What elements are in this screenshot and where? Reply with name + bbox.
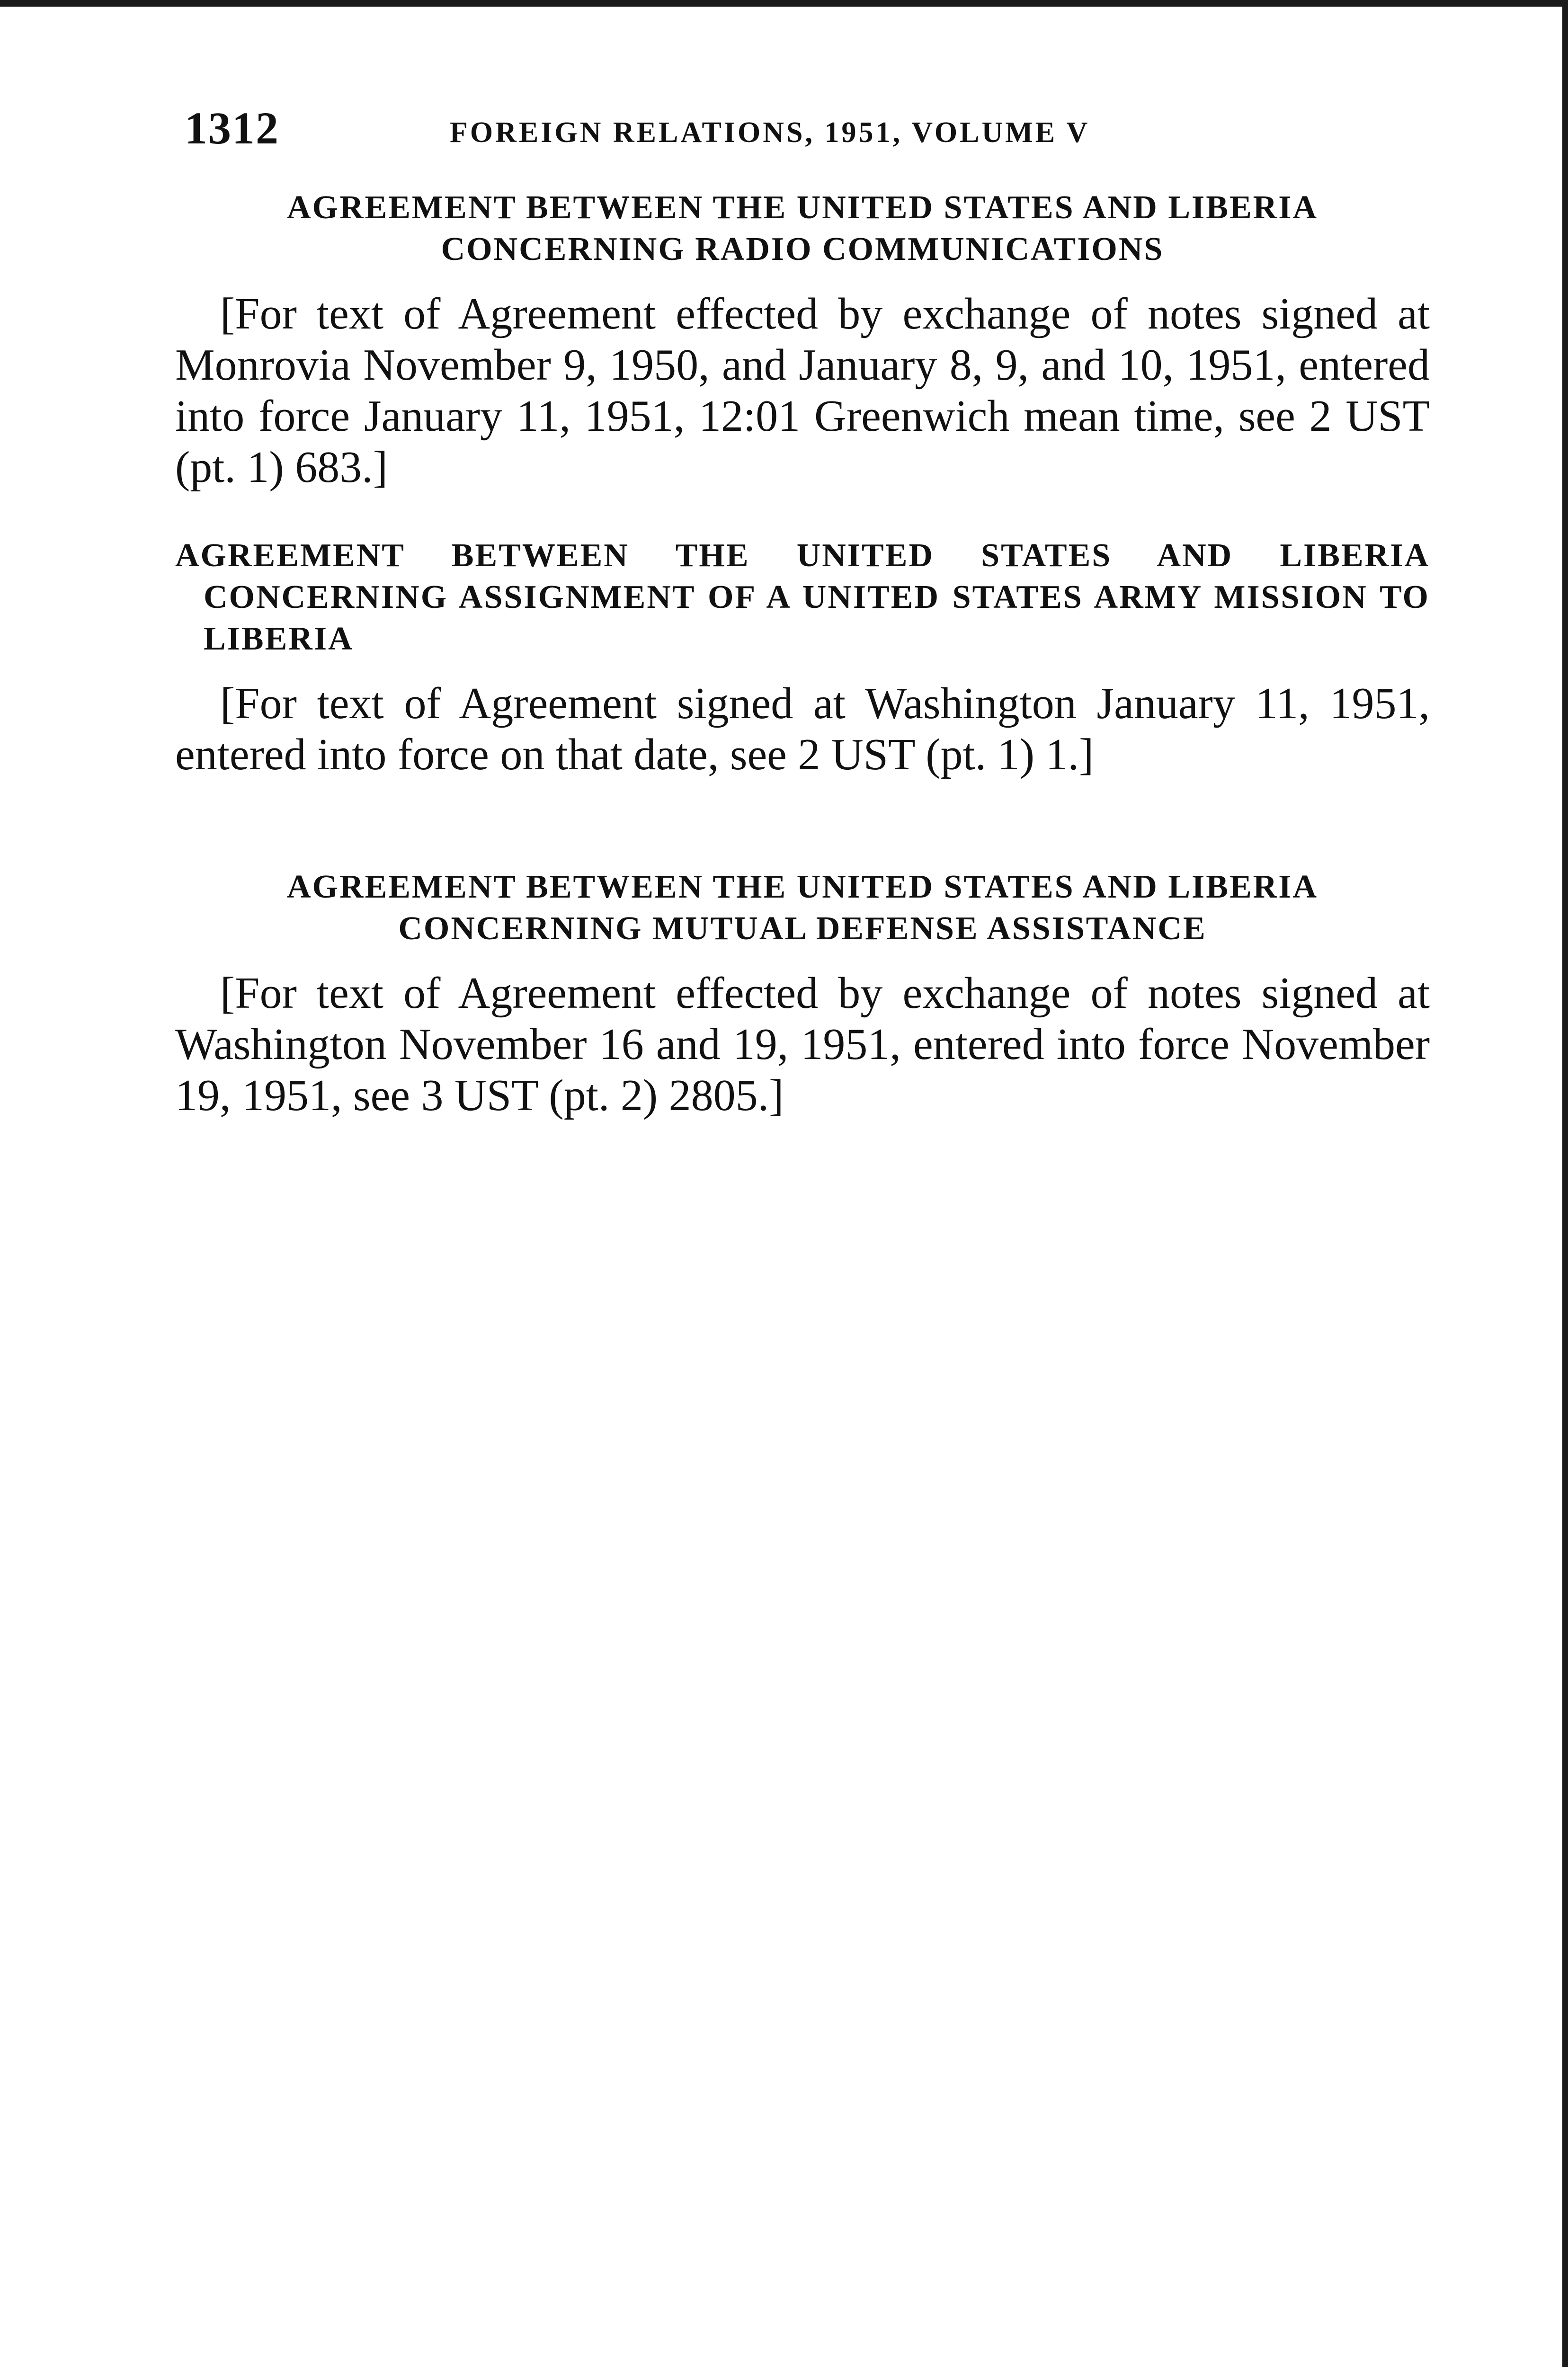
section-mutual-defense: [175, 866, 1430, 1121]
section-body: [For text of Agreement effected by exchange of notes signed at Washington November 16 and 19, 1951, entered into force November 19, 1951, see 3 UST (pt. 2) 2805.]: [175, 969, 1430, 1120]
page-number: 1312: [185, 103, 279, 153]
page-edge-top: [0, 0, 1568, 7]
running-head: [185, 102, 1434, 154]
running-title: FOREIGN RELATIONS, 1951, VOLUME V: [450, 116, 1090, 149]
section-radio-communications: [175, 187, 1430, 493]
section-body: [For text of Agreement signed at Washington January 11, 1951, entered into force on that date, see 2 UST (pt. 1) 1.]: [175, 679, 1430, 779]
section-army-mission: [175, 535, 1430, 780]
section-heading: AGREEMENT BETWEEN THE UNITED STATES AND LIBERIA CONCERNING MUTUAL DEFENSE ASSISTANCE: [286, 869, 1319, 947]
section-body: [For text of Agreement effected by exchange of notes signed at Monrovia November 9, 1950, and January 8, 9, and 10, 1951, entered into force January 11, 1951, 12:01 Greenwich mean time, see 2 UST (pt. 1) 683.]: [175, 289, 1430, 492]
section-heading: AGREEMENT BETWEEN THE UNITED STATES AND LIBERIA CONCERNING ASSIGNMENT OF A UNITED STATES ARMY MISSION TO LIBERIA: [175, 537, 1430, 657]
page-edge-right: [1562, 0, 1568, 2367]
section-heading: AGREEMENT BETWEEN THE UNITED STATES AND LIBERIA CONCERNING RADIO COMMUNICATIONS: [286, 189, 1319, 267]
